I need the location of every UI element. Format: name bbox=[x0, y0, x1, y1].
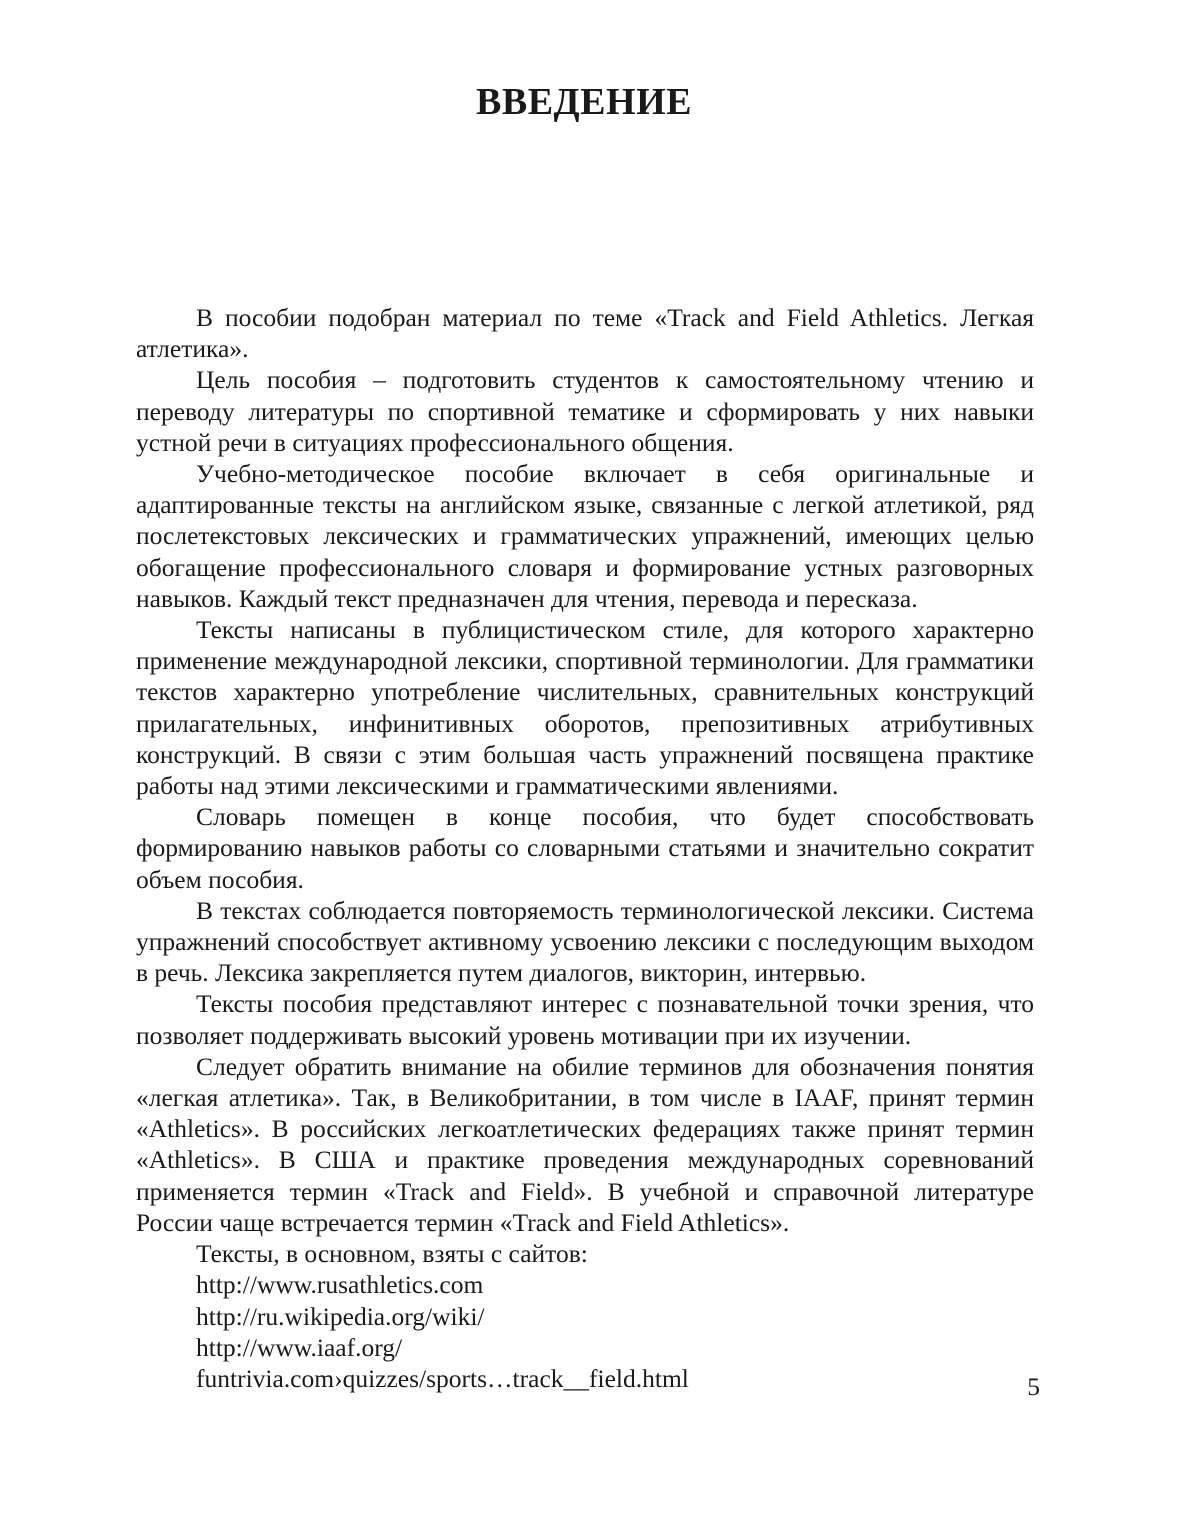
body-text bbox=[136, 302, 1034, 1394]
paragraph-topic: В пособии подобран материал по теме «Track and Field Athletics. Легкая атлетика». bbox=[136, 303, 1034, 364]
paragraph-contents: Учебно-методическое пособие включает в себя оригинальные и адаптированные тексты на английском языке, связанные с легкой атлетикой, ряд послетекстовых лексических и грамматических упражнений, имеющих целью обогащение профессионального словаря и формирование устных разговорных навыков. Каждый текст предназначен для чтения, перевода и пересказа. bbox=[136, 459, 1034, 613]
page-title: ВВЕДЕНИЕ bbox=[476, 81, 692, 123]
paragraph-goal: Цель пособия – подготовить студентов к самостоятельному чтению и переводу литературы по спортивной тематике и сформировать у них навыки устной речи в ситуациях профессионального общения. bbox=[136, 365, 1034, 457]
page-number: 5 bbox=[1027, 1372, 1040, 1401]
sources-list bbox=[136, 1238, 1034, 1394]
paragraph-terminology: Следует обратить внимание на обилие терминов для обозначения понятия «легкая атлетика». Так, в Великобритании, в том числе в IAAF, принят термин «Athletics». В российских легкоатлетических федерациях также принят термин «Athletics». В США и практике проведения международных соревнований применяется термин «Track and Field». В учебной и справочной литературе России чаще встречается термин «Track and Field Athletics». bbox=[136, 1051, 1034, 1237]
source-url-wikipedia: http://ru.wikipedia.org/wiki/ bbox=[196, 1301, 485, 1331]
source-url-funtrivia: funtrivia.com›quizzes/sports…track__field.html bbox=[196, 1363, 689, 1393]
source-url-rusathletics: http://www.rusathletics.com bbox=[196, 1270, 484, 1300]
paragraph-style: Тексты написаны в публицистическом стиле, для которого характерно применение международной лексики, спортивной терминологии. Для грамматики текстов характерно употребление числительных, сравнительных конструкций прилагательных, инфинитивных оборотов, препозитивных атрибутивных конструкций. В связи с этим большая часть упражнений посвящена практике работы над этими лексическими и грамматическими явлениями. bbox=[136, 615, 1034, 801]
paragraph-dictionary: Словарь помещен в конце пособия, что будет способствовать формированию навыков работы со словарными статьями и значительно сократит объем пособия. bbox=[136, 802, 1034, 894]
paragraph-interest: Тексты пособия представляют интерес с познавательной точки зрения, что позволяет поддерживать высокий уровень мотивации при их изучении. bbox=[136, 989, 1034, 1050]
paragraph-repetition: В текстах соблюдается повторяемость терминологической лексики. Система упражнений способствует активному усвоению лексики с последующим выходом в речь. Лексика закрепляется путем диалогов, викторин, интервью. bbox=[136, 895, 1034, 988]
sources-intro: Тексты, в основном, взяты с сайтов: bbox=[196, 1239, 588, 1269]
source-url-iaaf: http://www.iaaf.org/ bbox=[196, 1332, 403, 1362]
